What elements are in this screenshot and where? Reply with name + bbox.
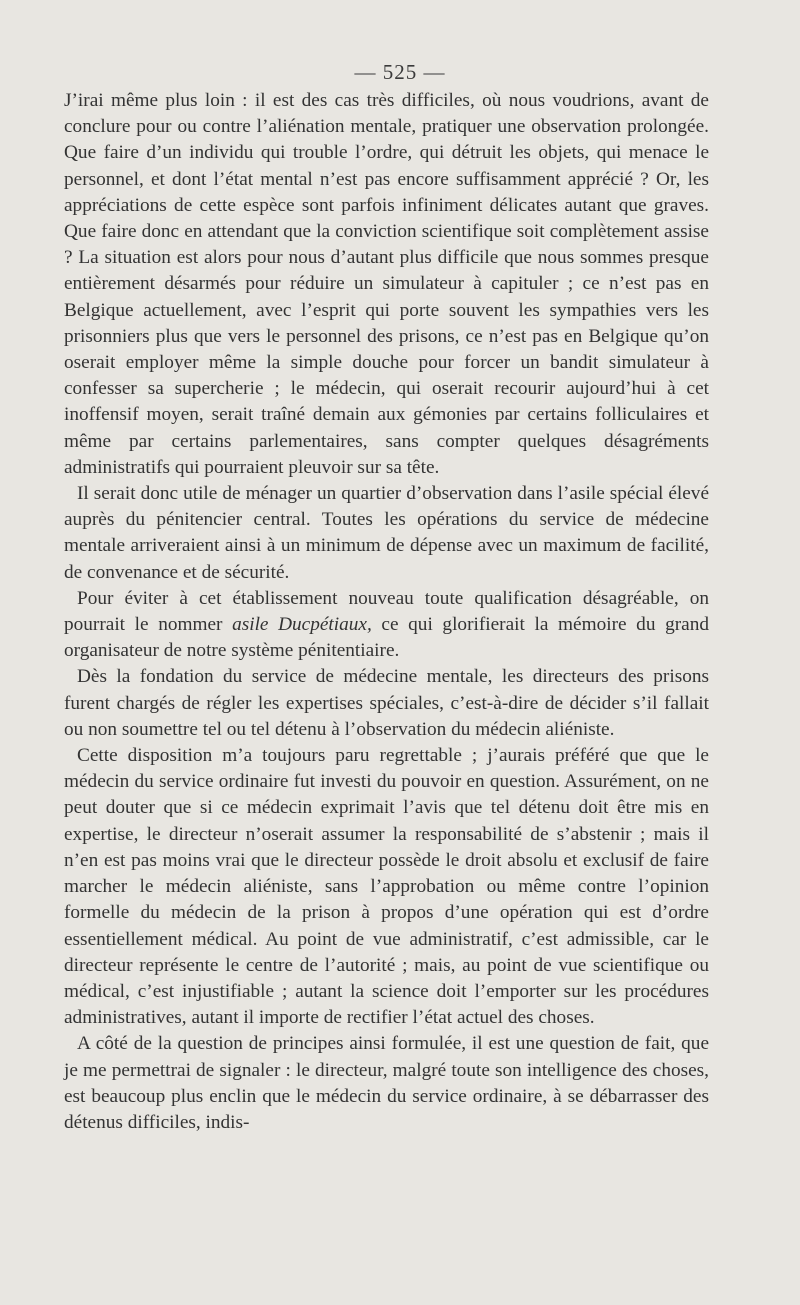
paragraph-text: Pour éviter à cet établissement nouveau toute qualification désagréable, on pourrait le nommer xyxy=(64,587,709,636)
paragraph-text: Dès la fondation du service de médecine mentale, les directeurs des prisons furent chargés de régler les expertises spéciales, c’est-à-dire de décider s’il fallait ou non soumettre tel ou tel détenu à l’observation du médecin aliéniste. xyxy=(64,666,709,740)
paragraph-text: Cette disposition m’a toujours paru regrettable ; j’aurais préféré que que le médecin du service ordinaire fut investi du pouvoir en question. Assurément, on ne peut douter que si ce médecin exprimait l’avis que tel détenu doit être mis en expertise, le directeur n’oserait assumer la responsabilité de s’abstenir ; mais il n’en est pas moins vrai que le directeur possède le droit absolu et exclusif de faire marcher le médecin aliéniste, sans l’approbation ou même contre l’opinion formelle du médecin de la prison à propos d’une opération qui est d’ordre essentiellement médical. Au point de vue administratif, c’est admissible, car le directeur représente le centre de l’autorité ; mais, au point de vue scientifique ou médical, c’est injustifiable ; autant la science doit l’emporter sur les procédures administratives, autant il importe de rectifier l’état actuel des choses. xyxy=(64,745,709,1029)
paragraph-5 xyxy=(64,743,709,1031)
paragraph-2 xyxy=(64,481,709,586)
paragraph-3 xyxy=(64,586,709,665)
paragraph-6 xyxy=(64,1031,709,1136)
page-number: — 525 — xyxy=(354,60,446,84)
paragraph-text: A côté de la question de principes ainsi formulée, il est une question de fait, que je me permettrai de signaler : le directeur, malgré toute son intelligence des choses, est beaucoup plus enclin que le médecin du service ordinaire, à se débarrasser des détenus difficiles, indis- xyxy=(64,1033,709,1133)
paragraph-text: ce qui glorifierait la mémoire du grand organisateur de notre système pénitentiaire. xyxy=(64,614,709,662)
italic-asylum-name: asile Ducpétiaux, xyxy=(232,614,372,636)
paragraph-1 xyxy=(64,88,709,481)
paragraph-text: Il serait donc utile de ménager un quartier d’observation dans l’asile spécial élevé auprès du pénitencier central. Toutes les opérations du service de médecine mentale arriveraient ainsi à un minimum de dépense avec un maximum de facilité, de convenance et de sécurité. xyxy=(64,483,709,583)
paragraph-4 xyxy=(64,664,709,743)
paragraph-text: J’irai même plus loin : il est des cas très difficiles, où nous voudrions, avant de conclure pour ou contre l’aliénation mentale, pratiquer une observation prolongée. Que faire d’un individu qui trouble l’ordre, qui détruit les objets, qui menace le personnel, et dont l’état mental n’est pas encore suffisamment apprécié ? Or, les appréciations de cette espèce sont parfois infiniment délicates autant que graves. Que faire donc en attendant que la conviction scientifique soit complètement assise ? La situation est alors pour nous d’autant plus difficile que nous sommes presque entièrement désarmés pour réduire un simulateur à capituler ; ce n’est pas en Belgique actuellement, avec l’esprit qui porte souvent les sympathies vers les prisonniers plus que vers le personnel des prisons, ce n’est pas en Belgique qu’on oserait employer même la simple douche pour forcer un bandit simulateur à confesser sa supercherie ; le médecin, qui oserait recourir aujourd’hui à cet inoffensif moyen, serait traîné demain aux gémonies par certains folliculaires et même par certains parlementaires, sans compter quelques désagréments administratifs qui pourraient pleuvoir sur sa tête. xyxy=(64,90,709,478)
body-text xyxy=(64,88,709,1136)
